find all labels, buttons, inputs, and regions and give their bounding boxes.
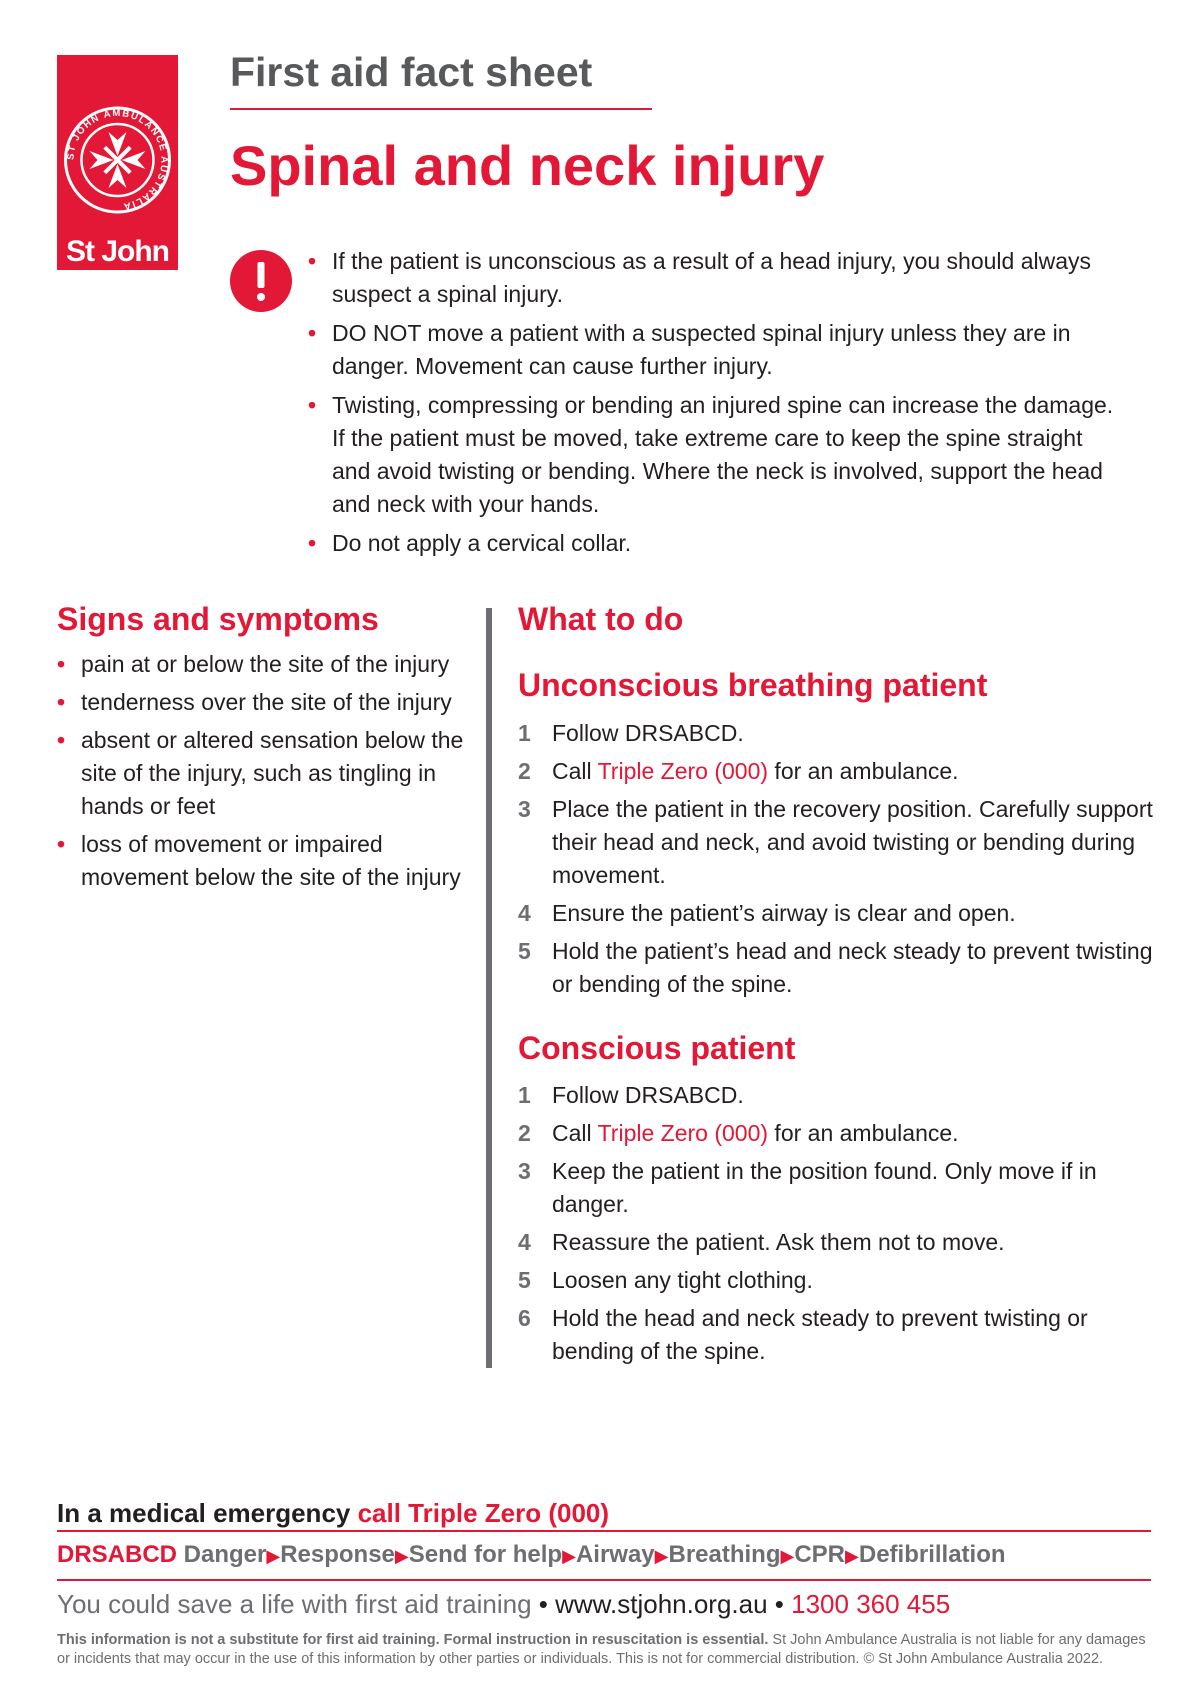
step-item <box>518 793 1158 892</box>
footer-rule-bottom <box>57 1579 1151 1581</box>
bullet-icon: • <box>57 651 66 678</box>
step-item <box>518 1079 1158 1112</box>
step-number: 1 <box>518 719 531 746</box>
step-highlight: Triple Zero (000) <box>597 757 769 784</box>
step-item <box>518 717 1158 750</box>
arrow-right-icon: ▶ <box>266 1546 281 1566</box>
sign-item-text: tenderness over the site of the injury <box>81 689 452 716</box>
st-john-logo <box>57 55 178 270</box>
sign-item <box>57 724 467 823</box>
training-text: You could save a life with first aid training <box>57 1589 532 1619</box>
bullet-icon: • <box>308 392 317 418</box>
st-john-emblem-icon <box>57 55 178 235</box>
signs-section <box>57 600 467 899</box>
disclaimer-bold: This information is not a substitute for first aid training. Formal instruction in resuscitation is essential. <box>57 1632 769 1648</box>
drsabcd-step: Defibrillation <box>858 1541 1006 1568</box>
step-text: Reassure the patient. Ask them not to move. <box>552 1229 1005 1256</box>
warning-item <box>308 527 1118 560</box>
warning-item-text: Do not apply a cervical collar. <box>332 530 632 556</box>
signs-list <box>57 648 467 894</box>
warning-item <box>308 245 1118 311</box>
emergency-prefix: In a medical emergency <box>57 1498 358 1528</box>
signs-heading: Signs and symptoms <box>57 601 379 637</box>
drsabcd-label: DRSABCD <box>57 1541 177 1568</box>
drsabcd-step: CPR <box>794 1541 846 1568</box>
bullet-icon: • <box>308 248 317 274</box>
sign-item <box>57 686 467 719</box>
step-number: 4 <box>518 899 531 926</box>
step-number: 2 <box>518 1120 531 1147</box>
step-text: Ensure the patient’s airway is clear and open. <box>552 899 1016 926</box>
column-divider <box>486 608 492 1368</box>
sign-item-text: pain at or below the site of the injury <box>81 651 450 678</box>
training-line <box>57 1587 1151 1621</box>
bullet-icon: • <box>308 320 317 346</box>
exclamation-icon <box>230 250 292 312</box>
phone-number[interactable]: 1300 360 455 <box>791 1589 951 1619</box>
step-item <box>518 1155 1158 1221</box>
step-item <box>518 1117 1158 1150</box>
sign-item-text: loss of movement or impaired movement below the site of the injury <box>81 831 461 891</box>
drsabcd-step: Response <box>280 1541 395 1568</box>
step-text: Loosen any tight clothing. <box>552 1267 813 1294</box>
warning-item <box>308 389 1118 521</box>
step-number: 5 <box>518 1267 531 1294</box>
step-text: Keep the patient in the position found. Only move if in danger. <box>552 1158 1097 1218</box>
warning-item <box>308 317 1118 383</box>
step-text: Follow DRSABCD. <box>552 719 744 746</box>
warning-list <box>308 245 1118 566</box>
logo-ring-text: ST JOHN AMBULANCE AUSTRALIA <box>65 107 170 212</box>
conscious-heading: Conscious patient <box>518 1029 796 1066</box>
separator: • <box>774 1589 784 1619</box>
header-divider <box>230 108 652 110</box>
disclaimer-text: St John Ambulance Australia is not liable for any damages or incidents that may occur in the use of this information by other parties or individuals. This is not for commercial distribution. © St John Ambulance Australia 2022. <box>57 1632 1146 1667</box>
unconscious-steps <box>518 717 1158 1001</box>
drsabcd-step: Danger <box>183 1541 267 1568</box>
step-item <box>518 935 1158 1001</box>
footer-rule-top <box>57 1530 1151 1532</box>
bullet-icon: • <box>308 530 317 556</box>
fact-sheet-label: First aid fact sheet <box>230 49 593 95</box>
drsabcd-step: Airway <box>575 1541 655 1568</box>
sign-item <box>57 648 467 681</box>
step-text: Place the patient in the recovery position. Carefully support their head and neck, and avoid twisting or bending during movement. <box>552 795 1153 888</box>
step-text: Hold the patient’s head and neck steady to prevent twisting or bending of the spine. <box>552 937 1153 997</box>
unconscious-heading: Unconscious breathing patient <box>518 667 988 704</box>
step-text-end: for an ambulance. <box>768 1120 959 1147</box>
step-item <box>518 897 1158 930</box>
step-text: Hold the head and neck steady to prevent twisting or bending of the spine. <box>552 1305 1088 1365</box>
what-to-do-section <box>518 600 1158 1373</box>
warning-item-text: DO NOT move a patient with a suspected spinal injury unless they are in danger. Movement can cause further injury. <box>332 320 1071 379</box>
arrow-right-icon: ▶ <box>394 1546 409 1566</box>
sign-item <box>57 828 467 894</box>
step-number: 6 <box>518 1305 531 1332</box>
drsabcd-step: Send for help <box>408 1541 563 1568</box>
step-item <box>518 1264 1158 1297</box>
step-number: 2 <box>518 757 531 784</box>
page-title: Spinal and neck injury <box>230 134 825 197</box>
drsabcd-step: Breathing <box>668 1541 781 1568</box>
sign-item-text: absent or altered sensation below the site of the injury, such as tingling in hands or feet <box>81 727 464 820</box>
step-item <box>518 1226 1158 1259</box>
what-to-do-heading: What to do <box>518 601 684 637</box>
arrow-right-icon: ▶ <box>845 1546 859 1566</box>
step-text: Call <box>552 1120 598 1147</box>
warning-item-text: Twisting, compressing or bending an injured spine can increase the damage. If the patient must be moved, take extreme care to keep the spine straight and avoid twisting or bending. Where the neck is involved, support the head and neck with your hands. <box>332 392 1114 517</box>
step-text-end: for an ambulance. <box>768 757 959 784</box>
footer <box>57 1496 1151 1669</box>
bullet-icon: • <box>57 689 66 716</box>
step-number: 3 <box>518 1158 531 1185</box>
emergency-call: call Triple Zero (000) <box>357 1498 610 1528</box>
emergency-line <box>57 1496 1151 1530</box>
step-item <box>518 1302 1158 1368</box>
step-highlight: Triple Zero (000) <box>597 1120 769 1147</box>
logo-wordmark: St John <box>66 235 169 268</box>
separator: • <box>538 1589 548 1619</box>
step-text: Follow DRSABCD. <box>552 1082 744 1109</box>
website-link[interactable]: www.stjohn.org.au <box>555 1589 768 1619</box>
arrow-right-icon: ▶ <box>562 1546 576 1566</box>
step-number: 3 <box>518 795 531 822</box>
conscious-steps <box>518 1079 1158 1368</box>
arrow-right-icon: ▶ <box>654 1546 669 1566</box>
drsabcd-line <box>57 1538 1151 1573</box>
step-number: 5 <box>518 937 531 964</box>
step-item <box>518 755 1158 788</box>
warning-item-text: If the patient is unconscious as a result of a head injury, you should always suspect a spinal injury. <box>332 248 1092 307</box>
disclaimer <box>57 1631 1151 1669</box>
step-number: 4 <box>518 1229 531 1256</box>
arrow-right-icon: ▶ <box>780 1546 795 1566</box>
step-text: Call <box>552 757 598 784</box>
bullet-icon: • <box>57 831 66 858</box>
bullet-icon: • <box>57 727 66 754</box>
step-number: 1 <box>518 1082 531 1109</box>
